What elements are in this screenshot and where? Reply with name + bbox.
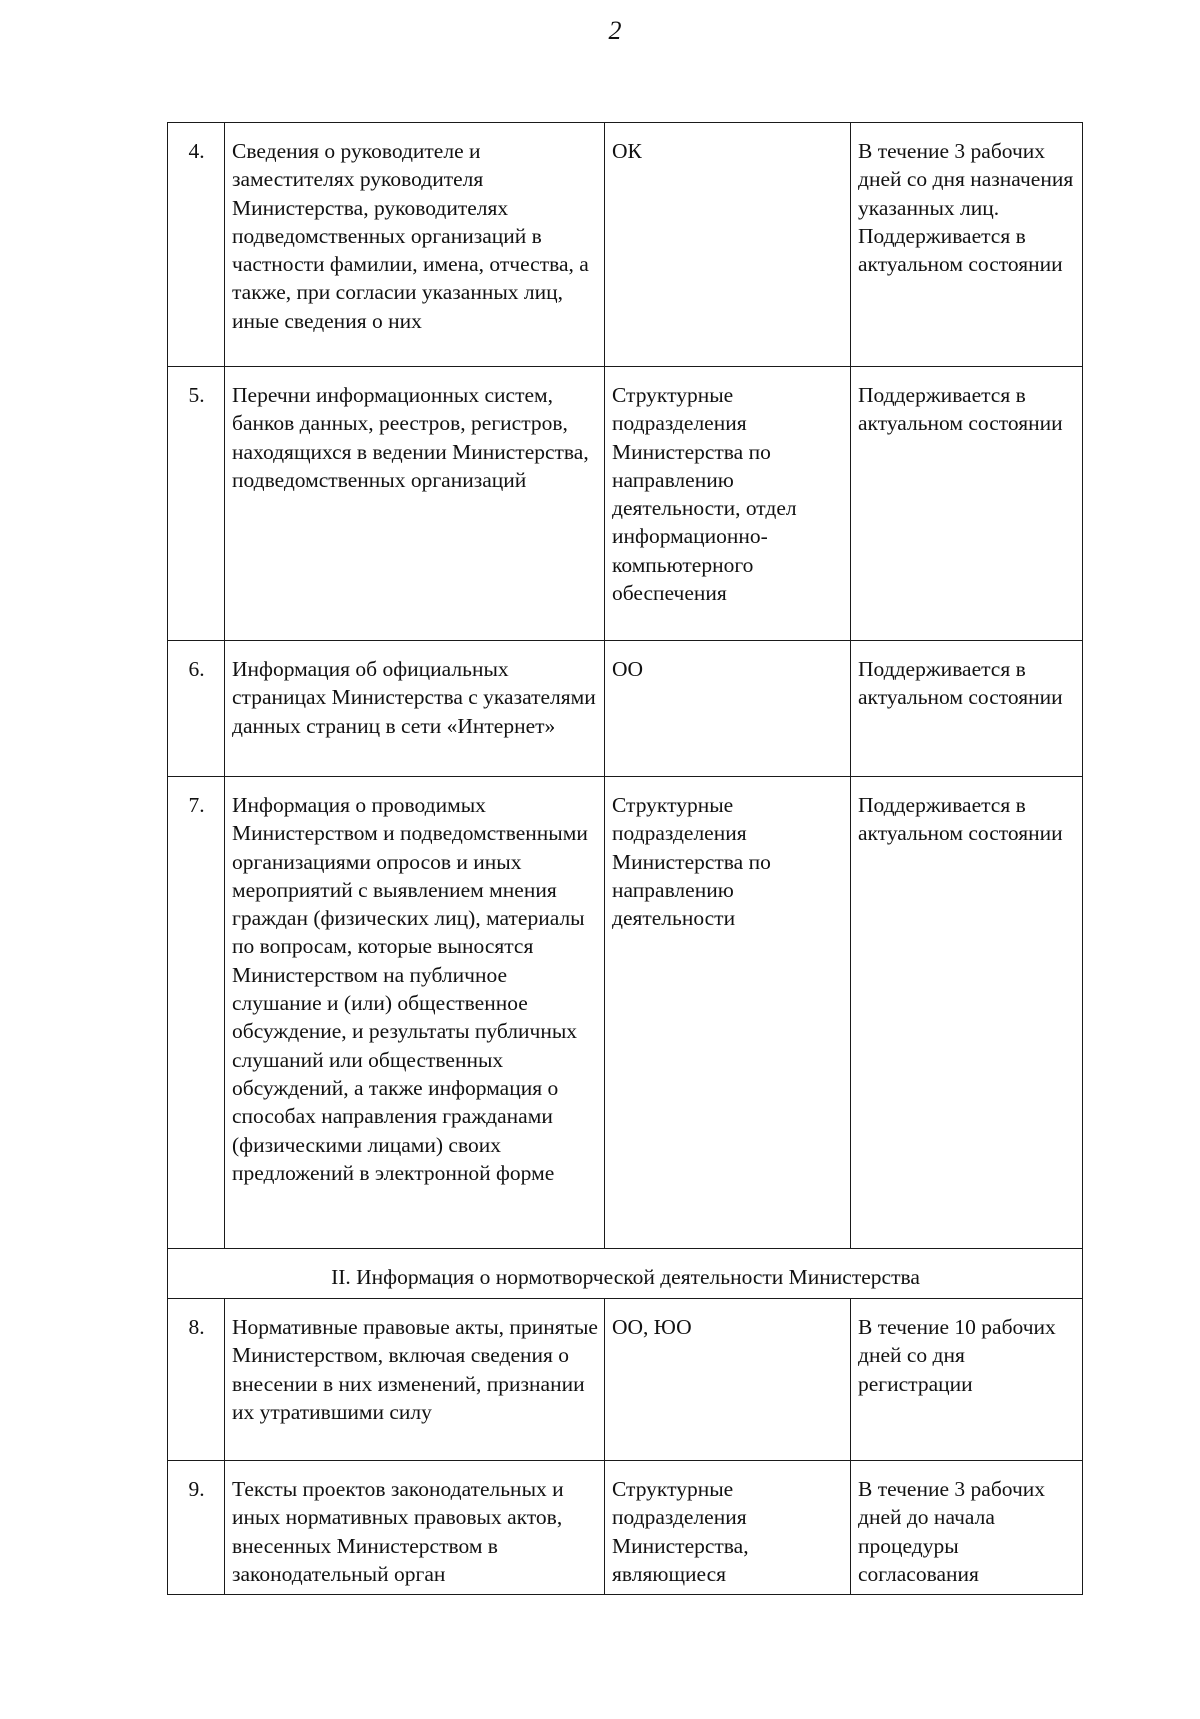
row-responsible: Структурные подразделения Министерства по направлению деятельности, отдел информационно-компьютерного обеспечения <box>605 367 851 641</box>
row-responsible: ОК <box>605 123 851 367</box>
row-term: Поддерживается в актуальном состоянии <box>851 367 1083 641</box>
row-number: 6. <box>168 641 225 777</box>
row-responsible: ОО, ЮО <box>605 1299 851 1461</box>
table-row <box>168 1299 1083 1461</box>
page-number: 2 <box>608 16 622 45</box>
row-number: 5. <box>168 367 225 641</box>
row-term: В течение 3 рабочих дней до начала процедуры согласования <box>851 1461 1083 1595</box>
row-number: 7. <box>168 777 225 1249</box>
row-number: 9. <box>168 1461 225 1595</box>
row-term: Поддерживается в актуальном состоянии <box>851 777 1083 1249</box>
row-number: 4. <box>168 123 225 367</box>
section-header-row <box>168 1249 1083 1299</box>
row-responsible: Структурные подразделения Министерства, являющиеся <box>605 1461 851 1595</box>
row-responsible: ОО <box>605 641 851 777</box>
table-row <box>168 123 1083 367</box>
row-term: В течение 10 рабочих дней со дня регистрации <box>851 1299 1083 1461</box>
row-content: Нормативные правовые акты, принятые Министерством, включая сведения о внесении в них изменений, признании их утратившими силу <box>225 1299 605 1461</box>
row-term: Поддерживается в актуальном состоянии <box>851 641 1083 777</box>
row-term: В течение 3 рабочих дней со дня назначения указанных лиц. Поддерживается в актуальном состоянии <box>851 123 1083 367</box>
row-content: Сведения о руководителе и заместителях руководителя Министерства, руководителях подведомственных организаций в частности фамилии, имена, отчества, а также, при согласии указанных лиц, иные сведения о них <box>225 123 605 367</box>
table-row <box>168 777 1083 1249</box>
row-responsible: Структурные подразделения Министерства по направлению деятельности <box>605 777 851 1249</box>
row-content: Информация об официальных страницах Министерства с указателями данных страниц в сети «Интернет» <box>225 641 605 777</box>
row-number: 8. <box>168 1299 225 1461</box>
table-row <box>168 367 1083 641</box>
section-title: II. Информация о нормотворческой деятельности Министерства <box>168 1249 1083 1299</box>
table-row <box>168 641 1083 777</box>
row-content: Тексты проектов законодательных и иных нормативных правовых актов, внесенных Министерством в законодательный орган <box>225 1461 605 1595</box>
row-content: Перечни информационных систем, банков данных, реестров, регистров, находящихся в ведении Министерства, подведомственных организаций <box>225 367 605 641</box>
table-row <box>168 1461 1083 1595</box>
row-content: Информация о проводимых Министерством и подведомственными организациями опросов и иных мероприятий с выявлением мнения граждан (физических лиц), материалы по вопросам, которые выносятся Министерством на публичное слушание и (или) общественное обсуждение, и результаты публичных слушаний или общественных обсуждений, а также информация о способах направления гражданами (физическими лицами) своих предложений в электронной форме <box>225 777 605 1249</box>
information-table <box>167 122 1083 1595</box>
